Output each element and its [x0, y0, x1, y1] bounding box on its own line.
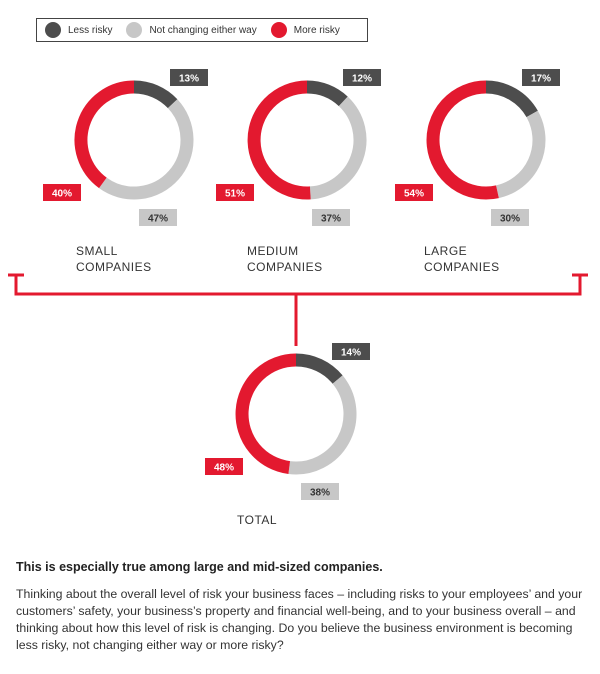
value-label-total-not-changing: 38%: [309, 487, 331, 499]
chart-caption-small-1: SMALL: [76, 244, 118, 258]
value-label-medium-not-changing: 37%: [320, 213, 342, 225]
donut-segment-large-not-changing: [497, 114, 539, 192]
donut-large: [395, 69, 560, 274]
legend-label-less-risky: Less risky: [68, 24, 113, 36]
chart-caption-large-1: LARGE: [424, 244, 468, 258]
chart-caption-total-1: TOTAL: [237, 513, 278, 527]
donut-total: [205, 343, 370, 527]
grouping-bracket: [8, 275, 588, 346]
donut-segment-total-less-risky: [296, 360, 338, 380]
donut-segment-medium-more-risky: [254, 87, 310, 193]
value-label-large-less-risky: 17%: [530, 73, 552, 85]
donut-segment-small-more-risky: [81, 87, 134, 183]
legend-label-more-risky: More risky: [293, 24, 340, 36]
legend-label-not-changing: Not changing either way: [149, 24, 257, 36]
value-label-large-more-risky: 54%: [403, 188, 425, 200]
donut-segment-large-less-risky: [486, 87, 532, 114]
donut-segment-medium-not-changing: [310, 101, 360, 193]
donut-segment-total-more-risky: [242, 360, 296, 468]
donut-small: [43, 69, 208, 274]
value-label-small-not-changing: 47%: [147, 213, 169, 225]
donut-segment-large-more-risky: [433, 87, 497, 193]
chart-caption-large-2: COMPANIES: [424, 260, 500, 274]
value-label-small-more-risky: 40%: [51, 188, 73, 200]
donut-segment-medium-less-risky: [307, 87, 343, 101]
value-label-medium-less-risky: 12%: [351, 73, 373, 85]
survey-question-text: Thinking about the overall level of risk your business faces – including risks to your employees’ and your customers’ safety, your business’s property and financial well-being, and to your business overall – and thinking about how this level of risk is changing. Do you believe the business environment is becoming less risky, not changing either way or more risky?: [16, 587, 583, 652]
chart-caption-small-2: COMPANIES: [76, 260, 152, 274]
donut-medium: [216, 69, 381, 274]
donut-segment-total-not-changing: [289, 380, 350, 468]
chart-caption-medium-1: MEDIUM: [247, 244, 299, 258]
value-label-small-less-risky: 13%: [178, 73, 200, 85]
chart-caption-medium-2: COMPANIES: [247, 260, 323, 274]
value-label-total-less-risky: 14%: [340, 347, 362, 359]
value-label-total-more-risky: 48%: [213, 462, 235, 474]
donut-segment-small-less-risky: [134, 87, 173, 104]
headline-text: This is especially true among large and mid-sized companies.: [16, 560, 383, 574]
value-label-medium-more-risky: 51%: [224, 188, 246, 200]
value-label-large-not-changing: 30%: [499, 213, 521, 225]
donut-segment-small-not-changing: [103, 104, 187, 193]
